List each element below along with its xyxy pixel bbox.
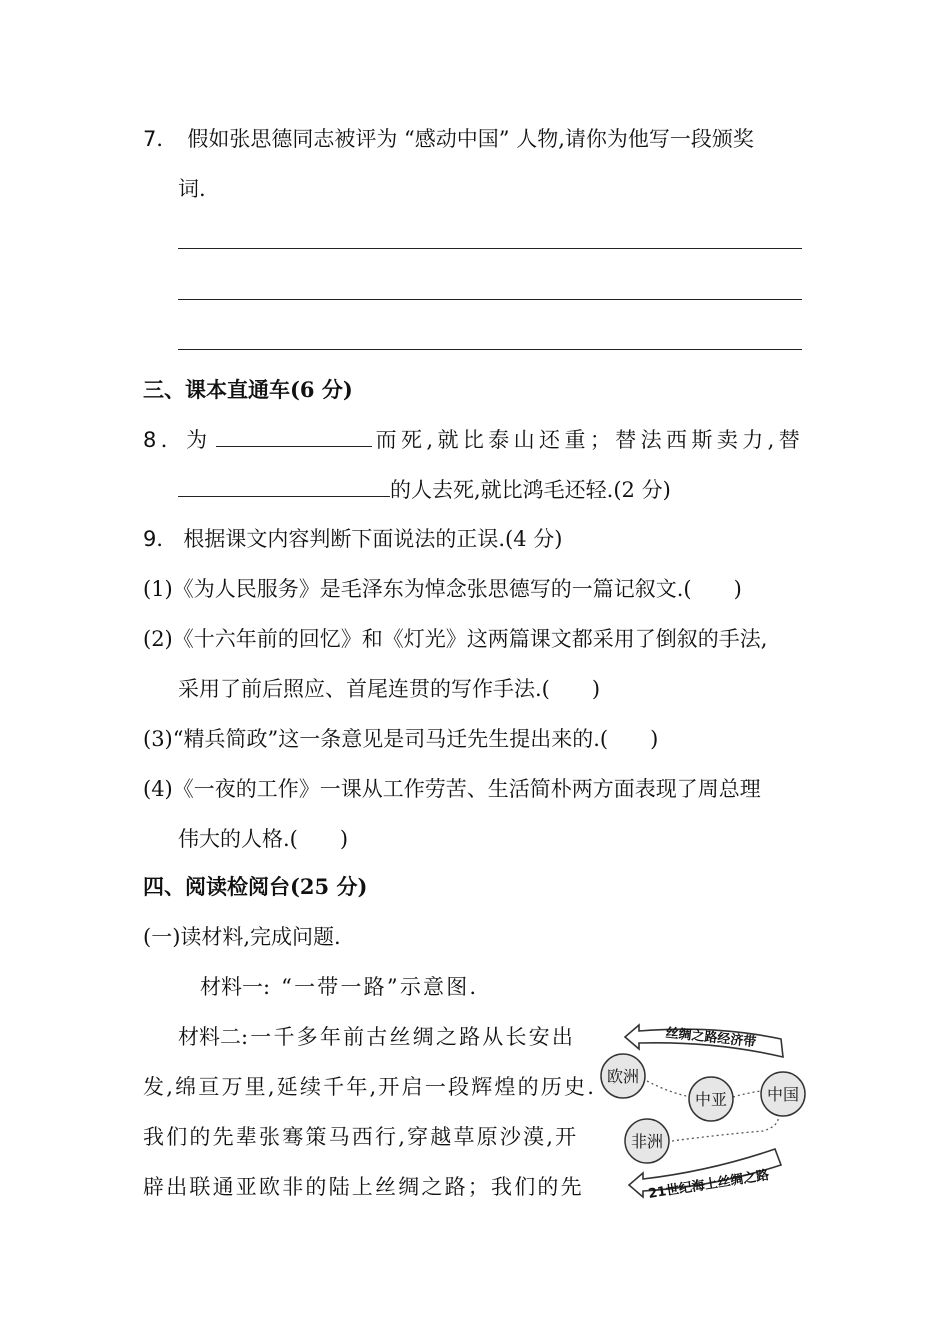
question-number: 9． <box>143 527 178 551</box>
answer-line[interactable] <box>178 349 802 350</box>
section-4-title: 四、阅读检阅台(25 分) <box>143 874 368 899</box>
route-line <box>733 1091 761 1097</box>
central-asia-label: 中亚 <box>694 1090 728 1109</box>
africa-label: 非洲 <box>630 1132 664 1151</box>
item-text: 《十六年前的回忆》和《灯光》这两篇课文都采用了倒叙的手法, <box>172 627 768 651</box>
item-label: (1) <box>143 577 173 601</box>
item-label: (3) <box>143 727 173 751</box>
item-label: (4) <box>143 777 173 801</box>
fill-blank[interactable] <box>178 474 390 497</box>
material-2-line: 发,绵亘万里,延续千年,开启一段辉煌的历史. <box>143 1075 597 1099</box>
judgement-item <box>143 724 658 754</box>
route-line <box>647 1081 691 1097</box>
china-node <box>761 1072 805 1116</box>
central-asia-node <box>689 1077 733 1121</box>
answer-line[interactable] <box>178 248 802 249</box>
judgement-item <box>143 624 767 654</box>
question-7 <box>143 124 754 154</box>
question-text: 而死,就比泰山还重；替法西斯卖力,替 <box>375 428 805 452</box>
question-text: 的人去死,就比鸿毛还轻.(2 分) <box>390 478 671 502</box>
item-text: “精兵简政”这一条意见是司马迁先生提出来的.( ) <box>172 727 659 751</box>
europe-label: 欧洲 <box>606 1067 640 1086</box>
question-number: 7． <box>143 127 178 151</box>
sea-route-label: 21世纪海上丝绸之路 <box>647 1168 771 1202</box>
africa-node <box>625 1119 669 1163</box>
question-7-continuation: 词. <box>178 177 206 201</box>
judgement-item <box>143 574 742 604</box>
question-8 <box>143 424 804 455</box>
answer-line[interactable] <box>178 299 802 300</box>
section-3-title: 三、课本直通车(6 分) <box>143 377 353 402</box>
judgement-item <box>143 774 761 804</box>
belt-and-road-map <box>595 1015 815 1205</box>
material-1 <box>200 972 478 1002</box>
judgement-item-continuation: 伟大的人格.( ) <box>178 827 349 851</box>
material-text: : “一带一路”示意图. <box>263 975 479 999</box>
reading-intro: (一)读材料,完成问题. <box>143 925 341 949</box>
material-label: 材料二 <box>178 1025 241 1049</box>
item-text: 《一夜的工作》一课从工作劳苦、生活简朴两方面表现了周总理 <box>172 777 761 801</box>
material-label: 材料一 <box>200 975 263 999</box>
material-text: :一千多年前古丝绸之路从长安出 <box>241 1025 576 1049</box>
judgement-item-continuation: 采用了前后照应、首尾连贯的写作手法.( ) <box>178 677 601 701</box>
question-number: 8． <box>143 428 187 452</box>
question-8-continuation <box>178 474 671 505</box>
question-9 <box>143 524 562 554</box>
land-route-arrow <box>625 1025 783 1057</box>
land-route-label: 丝绸之路经济带 <box>664 1025 757 1051</box>
item-text: 《为人民服务》是毛泽东为悼念张思德写的一篇记叙文.( ) <box>172 577 742 601</box>
item-label: (2) <box>143 627 173 651</box>
material-2-line: 辟出联通亚欧非的陆上丝绸之路；我们的先 <box>143 1175 584 1199</box>
material-2-line <box>178 1022 575 1052</box>
question-text: 为 <box>186 428 212 452</box>
material-2-line: 我们的先辈张骞策马西行,穿越草原沙漠,开 <box>143 1125 579 1149</box>
question-text: 假如张思德同志被评为 “感动中国” 人物,请你为他写一段颁奖 <box>187 127 754 151</box>
fill-blank[interactable] <box>216 424 372 447</box>
question-text: 根据课文内容判断下面说法的正误.(4 分) <box>183 527 563 551</box>
china-label: 中国 <box>766 1085 800 1104</box>
europe-node <box>601 1054 645 1098</box>
